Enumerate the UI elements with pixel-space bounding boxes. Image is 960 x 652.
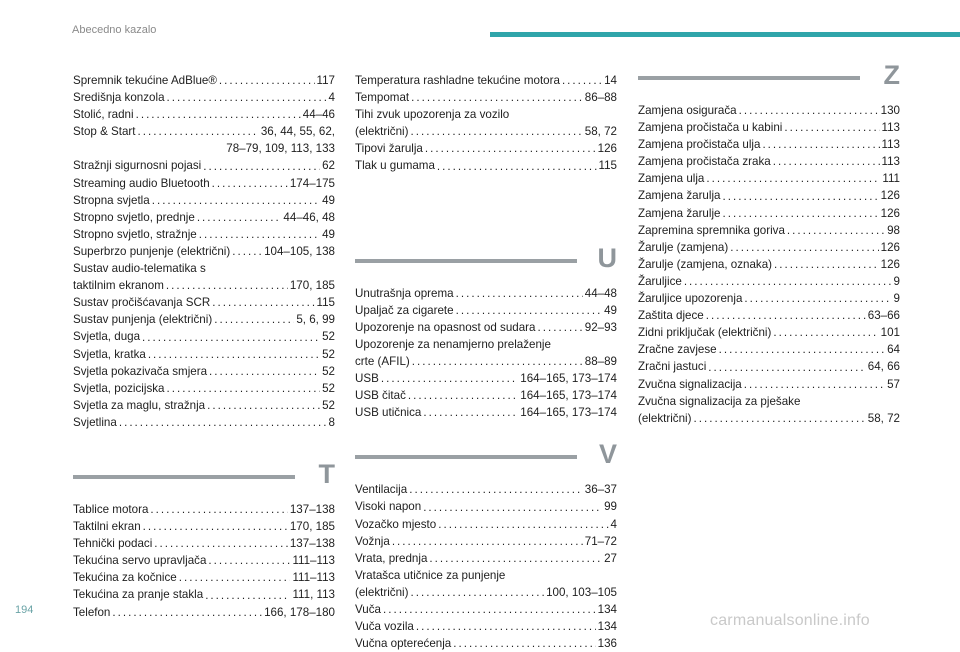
index-term: Svjetla, pozicijska [73, 381, 165, 395]
dot-leader [142, 329, 320, 346]
index-entry [355, 584, 617, 601]
index-entry [73, 209, 335, 226]
index-term: Tekućina za kočnice [73, 571, 177, 585]
page-reference: 111–113 [292, 571, 335, 585]
index-entry [638, 273, 900, 290]
index-term: Zapremina spremnika goriva [638, 223, 785, 237]
index-entry [355, 404, 617, 421]
index-term: (električni) [638, 411, 692, 425]
index-term: Zamjena pročistača ulja [638, 138, 761, 152]
index-term: Telefon [73, 605, 111, 619]
page-reference: 104–105, 138 [264, 244, 335, 258]
index-entry [638, 187, 900, 204]
index-entry [73, 604, 335, 621]
index-entry [73, 501, 335, 518]
page-reference: 57 [887, 377, 900, 391]
index-entry [355, 601, 617, 618]
section-letter: Z [883, 60, 900, 90]
index-term: crte (AFIL) [355, 354, 410, 368]
index-entry [73, 311, 335, 328]
index-entry [638, 376, 900, 393]
dot-leader [136, 106, 301, 123]
page-reference: 64 [887, 343, 900, 357]
page-reference: 170, 185 [289, 279, 335, 293]
dot-leader [205, 587, 290, 604]
index-entry [355, 533, 617, 550]
page-number: 194 [15, 604, 34, 616]
dot-leader [706, 170, 880, 187]
page-reference: 71–72 [584, 534, 617, 548]
dot-leader [456, 285, 583, 302]
page-reference: 99 [604, 500, 617, 514]
index-term: Upaljač za cigarete [355, 303, 454, 317]
dot-leader [166, 277, 288, 294]
index-term: USB [355, 372, 379, 386]
index-entry [638, 239, 900, 256]
page-reference: 136 [597, 637, 617, 651]
dot-leader [438, 516, 608, 533]
page-reference: 100, 103–105 [546, 585, 617, 599]
page-reference: 36, 44, 55, 62, [260, 125, 335, 139]
page-reference: 4 [328, 91, 335, 105]
index-entry [638, 290, 900, 307]
index-term: Svjetla za maglu, stražnja [73, 398, 206, 412]
page-reference: 44–46, 48 [283, 210, 335, 224]
dot-leader [739, 102, 879, 119]
section-header-v [355, 435, 617, 481]
page-reference: 164–165, 173–174 [520, 389, 617, 403]
index-term: Žarulje (zamjena, oznaka) [638, 257, 773, 271]
index-term: Zamjena pročistača zraka [638, 155, 771, 169]
page-reference: 101 [880, 326, 900, 340]
page-reference: 88–89 [584, 354, 617, 368]
index-term: Tempomat [355, 91, 410, 105]
dot-leader [784, 119, 879, 136]
index-entry-lead: Vratašca utičnice za punjenje [355, 568, 506, 582]
page-reference: 49 [604, 303, 617, 317]
dot-leader [719, 341, 885, 358]
index-entry [355, 550, 617, 567]
page-reference: 164–165, 173–174 [520, 372, 617, 386]
index-entry [638, 341, 900, 358]
index-entry [73, 175, 335, 192]
index-term: Stropna svjetla [73, 193, 150, 207]
index-term: Zamjena žarulja [638, 189, 721, 203]
page-reference: 52 [322, 364, 335, 378]
page-reference: 58, 72 [867, 411, 900, 425]
dot-leader [773, 324, 878, 341]
page-reference: 115 [316, 296, 335, 310]
page-reference: 111, 113 [292, 588, 335, 602]
index-entry [355, 498, 617, 515]
dot-leader [744, 376, 885, 393]
index-entry [638, 358, 900, 375]
index-term: taktilnim ekranom [73, 279, 164, 293]
index-entry [355, 123, 617, 140]
dot-leader [203, 158, 320, 175]
page-reference: 86–88 [584, 91, 617, 105]
index-entry [355, 319, 617, 336]
index-entry [355, 285, 617, 302]
section-divider [355, 455, 577, 459]
section-letter: V [598, 439, 617, 470]
index-entry [355, 618, 617, 635]
dot-leader [410, 123, 582, 140]
dot-leader [119, 414, 327, 431]
index-term: Vozačko mjesto [355, 517, 437, 531]
dot-leader [423, 404, 518, 421]
index-term: Stropno svjetlo, stražnje [73, 227, 197, 241]
entry-list [73, 72, 335, 431]
index-term: Vrata, prednja [355, 551, 428, 565]
page-reference: 137–138 [289, 502, 335, 516]
page-reference: 52 [322, 381, 335, 395]
index-term: Tlak u gumama [355, 159, 435, 173]
page-reference: 111–113 [292, 554, 335, 568]
index-term: (električni) [355, 125, 409, 139]
dot-leader [722, 205, 878, 222]
index-entry-lead: Upozorenje za nenamjerno prelaženje [355, 337, 551, 351]
dot-leader [148, 346, 320, 363]
page-reference: 117 [316, 74, 335, 87]
index-term: Vožnja [355, 534, 390, 548]
dot-leader [219, 72, 315, 89]
page-reference: 64, 66 [867, 360, 900, 374]
index-term: Zamjena ulja [638, 172, 705, 186]
index-entry [638, 324, 900, 341]
index-entry [73, 552, 335, 569]
page-reference: 113 [881, 138, 900, 152]
page-reference: 126 [880, 189, 900, 203]
index-term: USB utičnica [355, 406, 422, 420]
index-term: Streaming audio Bluetooth [73, 176, 210, 190]
page-reference: 14 [604, 74, 617, 87]
index-term: Zvučna signalizacija [638, 377, 742, 391]
index-entry [73, 397, 335, 414]
page-reference: 137–138 [289, 537, 335, 551]
index-entry [355, 387, 617, 404]
page-reference: 115 [598, 159, 617, 173]
index-term: Stražnji sigurnosni pojasi [73, 159, 202, 173]
dot-leader [138, 123, 259, 140]
page-reference: 9 [893, 274, 900, 288]
dot-leader [708, 359, 865, 376]
index-term: Stropno svjetlo, prednje [73, 210, 195, 224]
page-reference: 58, 72 [584, 125, 617, 139]
index-term: Tekućina za pranje stakla [73, 588, 204, 602]
index-entry [638, 170, 900, 187]
dot-leader [744, 290, 891, 307]
page-reference: 44–46 [302, 108, 335, 122]
page-reference: 126 [597, 142, 617, 156]
index-term: Temperatura rashladne tekućine motora [355, 74, 560, 87]
index-term: Upozorenje na opasnost od sudara [355, 320, 536, 334]
index-term: Sustav pročišćavanja SCR [73, 296, 211, 310]
index-term: Zamjena žarulje [638, 206, 721, 220]
dot-leader [150, 501, 287, 518]
dot-leader [722, 188, 878, 205]
page-reference: 134 [597, 602, 617, 616]
page-reference: 52 [322, 398, 335, 412]
index-entry [638, 136, 900, 153]
page-reference: 126 [880, 206, 900, 220]
header-title: Abecedno kazalo [72, 24, 157, 36]
index-term: Tipovi žarulja [355, 142, 423, 156]
index-entry [73, 123, 335, 140]
index-column-3 [638, 56, 900, 427]
page-reference: 62 [322, 159, 335, 173]
page-reference: 8 [328, 415, 335, 429]
entry-list [355, 285, 617, 422]
index-entry [355, 72, 617, 89]
dot-leader [212, 294, 314, 311]
section-header-z [638, 56, 900, 102]
page-reference: 5, 6, 99 [296, 313, 335, 327]
index-entry [355, 353, 617, 370]
dot-leader [152, 192, 320, 209]
page-reference: 4 [610, 517, 617, 531]
entry-list [73, 501, 335, 621]
index-term: Vučna opterećenja [355, 637, 452, 651]
page-reference: 126 [880, 257, 900, 271]
index-term: Zidni priključak (električni) [638, 326, 772, 340]
index-entry [73, 277, 335, 294]
index-term: Svjetla, kratka [73, 347, 146, 361]
index-entry [73, 586, 335, 603]
entry-list [355, 481, 617, 652]
page-reference: 52 [322, 347, 335, 361]
index-entry [638, 410, 900, 427]
index-term: Zračne zavjese [638, 343, 717, 357]
section-header-u [355, 239, 617, 285]
index-term: Taktilni ekran [73, 520, 141, 534]
index-term: USB čitač [355, 389, 406, 403]
page-reference: 113 [881, 121, 900, 135]
page-reference: 98 [887, 223, 900, 237]
index-term: Svjetla pokazivača smjera [73, 364, 208, 378]
page-reference: 49 [322, 227, 335, 241]
index-entry [638, 256, 900, 273]
page-reference: 134 [597, 620, 617, 634]
index-entry [73, 346, 335, 363]
dot-leader [197, 209, 282, 226]
dot-leader [416, 618, 596, 635]
dot-leader [381, 370, 518, 387]
dot-leader [154, 535, 288, 552]
index-entry [73, 192, 335, 209]
index-entry [73, 535, 335, 552]
page-reference: 9 [893, 292, 900, 306]
dot-leader [207, 397, 320, 414]
index-entry [355, 140, 617, 157]
index-entry [73, 328, 335, 345]
index-entry-lead: Tihi zvuk upozorenja za vozilo [355, 108, 510, 122]
dot-leader [143, 518, 288, 535]
index-term: Vuča [355, 602, 381, 616]
dot-leader [410, 584, 544, 601]
index-entry [73, 380, 335, 397]
section-letter: U [597, 242, 617, 273]
index-column-2 [355, 72, 617, 652]
index-entry-lead: Zvučna signalizacija za pješake [638, 394, 801, 408]
page-reference: 130 [880, 104, 900, 117]
index-term: Svjetlina [73, 415, 117, 429]
index-entry [73, 72, 335, 89]
dot-leader [684, 273, 892, 290]
index-term: Spremnik tekućine AdBlue® [73, 74, 217, 87]
section-letter: T [318, 458, 335, 489]
dot-leader [706, 307, 866, 324]
index-term: Središnja konzola [73, 91, 165, 105]
dot-leader [730, 239, 878, 256]
index-term: Tekućina servo upravljača [73, 554, 207, 568]
index-term: Visoki napon [355, 500, 422, 514]
page-reference: 63–66 [867, 309, 900, 323]
index-term: Zamjena osigurača [638, 104, 737, 117]
index-entry [638, 205, 900, 222]
index-term: Superbrzo punjenje (električni) [73, 244, 231, 258]
index-term: (električni) [355, 585, 409, 599]
dot-leader [112, 604, 262, 621]
dot-leader [412, 353, 583, 370]
index-entry [355, 481, 617, 498]
dot-leader [392, 533, 583, 550]
index-entry-lead: Sustav audio-telematika s [73, 262, 206, 276]
dot-leader [773, 153, 880, 170]
dot-leader [383, 601, 596, 618]
index-entry [73, 518, 335, 535]
index-term: Zaštita djece [638, 309, 704, 323]
index-entry [73, 106, 335, 123]
dot-leader [209, 363, 320, 380]
dot-leader [167, 380, 321, 397]
page-reference-continued: 78–79, 109, 113, 133 [226, 142, 335, 156]
page-reference: 166, 178–180 [264, 605, 335, 619]
page-reference: 164–165, 173–174 [520, 406, 617, 420]
index-entry [355, 157, 617, 174]
index-entry [638, 222, 900, 239]
index-entry [73, 226, 335, 243]
entry-list [638, 102, 900, 427]
page-reference: 49 [322, 193, 335, 207]
dot-leader [214, 311, 294, 328]
page-reference: 113 [881, 155, 900, 169]
index-term: Žaruljice upozorenja [638, 292, 743, 306]
dot-leader [762, 136, 879, 153]
index-entry [73, 363, 335, 380]
section-divider [355, 259, 577, 263]
index-entry [638, 119, 900, 136]
entry-list [355, 72, 617, 175]
dot-leader [537, 319, 582, 336]
page-reference: 44–48 [584, 286, 617, 300]
index-entry [355, 516, 617, 533]
index-term: Tablice motora [73, 502, 149, 516]
index-entry [73, 243, 335, 260]
dot-leader [423, 499, 602, 516]
page-reference: 170, 185 [289, 520, 335, 534]
dot-leader [212, 175, 288, 192]
index-entry [638, 102, 900, 119]
index-term: Ventilacija [355, 483, 408, 497]
page-reference: 27 [604, 551, 617, 565]
dot-leader [411, 89, 583, 106]
index-entry [638, 153, 900, 170]
index-term: Sustav punjenja (električni) [73, 313, 213, 327]
index-term: Žaruljice [638, 274, 682, 288]
page-reference: 36–37 [584, 483, 617, 497]
page-reference: 92–93 [584, 320, 617, 334]
index-entry [355, 89, 617, 106]
page-reference: 52 [322, 330, 335, 344]
dot-leader [453, 635, 595, 652]
dot-leader [199, 226, 320, 243]
dot-leader [408, 387, 518, 404]
index-term: Stolić, radni [73, 108, 134, 122]
dot-leader [409, 481, 583, 498]
watermark: carmanualsonline.info [710, 612, 870, 629]
index-term: Zamjena pročistača u kabini [638, 121, 783, 135]
index-entry [638, 307, 900, 324]
index-term: Žarulje (zamjena) [638, 240, 729, 254]
index-entry [355, 370, 617, 387]
index-term: Tehnički podaci [73, 537, 153, 551]
index-entry [355, 635, 617, 652]
dot-leader [232, 243, 262, 260]
dot-leader [787, 222, 885, 239]
dot-leader [774, 256, 879, 273]
index-term: Unutrašnja oprema [355, 286, 454, 300]
index-term: Stop & Start [73, 125, 136, 139]
dot-leader [208, 552, 290, 569]
index-entry [73, 569, 335, 586]
page-reference: 111 [882, 172, 900, 186]
dot-leader [562, 72, 602, 89]
page-reference: 126 [880, 240, 900, 254]
index-entry [73, 414, 335, 431]
section-header-t [73, 455, 335, 501]
index-entry [73, 157, 335, 174]
section-divider [638, 76, 860, 80]
index-entry [73, 89, 335, 106]
index-term: Zračni jastuci [638, 360, 707, 374]
dot-leader [179, 569, 291, 586]
index-term: Svjetla, duga [73, 330, 141, 344]
dot-leader [693, 410, 865, 427]
dot-leader [425, 140, 596, 157]
dot-leader [456, 302, 602, 319]
section-divider [73, 475, 295, 479]
dot-leader [429, 550, 602, 567]
dot-leader [167, 89, 327, 106]
index-entry [355, 302, 617, 319]
header-accent-bar [490, 32, 960, 37]
index-column-1 [73, 72, 335, 621]
index-term: Vuča vozila [355, 620, 414, 634]
index-entry [73, 294, 335, 311]
page-reference: 174–175 [289, 176, 335, 190]
dot-leader [437, 158, 597, 175]
